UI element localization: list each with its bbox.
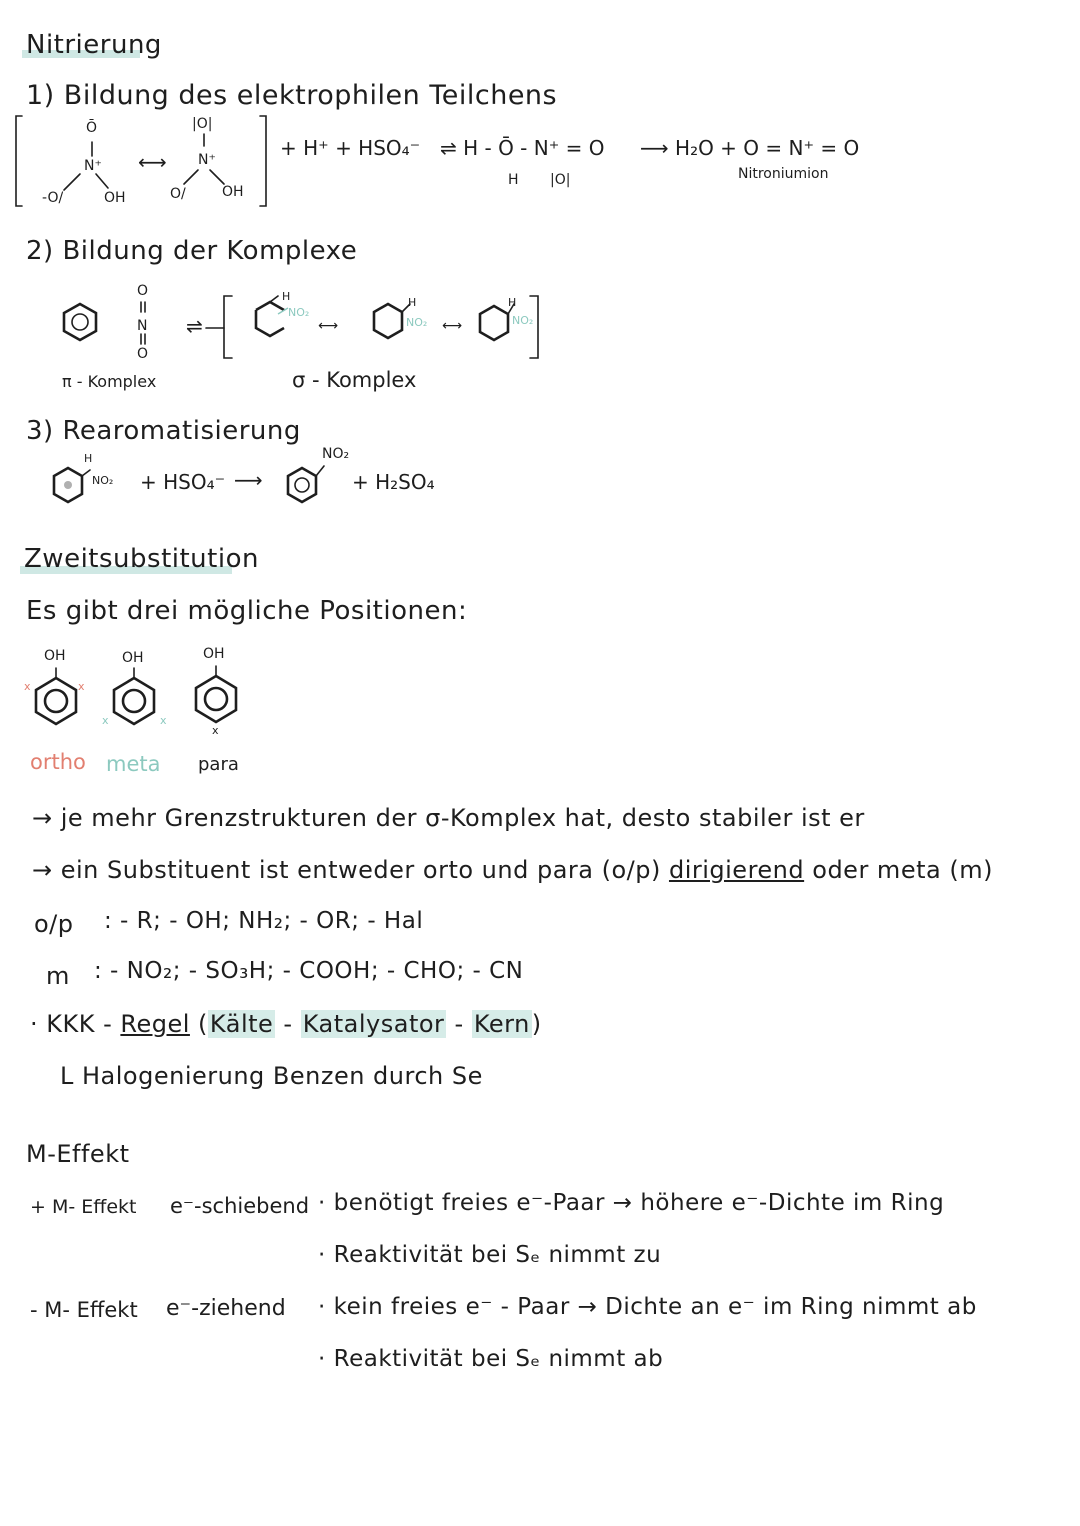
sigma2-no2: NO₂	[406, 316, 428, 329]
pi-complex-structure	[56, 290, 556, 370]
kkk-sub: L Halogenierung Benzen durch Se	[60, 1062, 483, 1090]
pi-nitro-n: N	[137, 318, 148, 334]
bullet2-mark: dirigierend	[668, 856, 805, 884]
step1-product-o: |O|	[550, 172, 571, 188]
step1-ox-top-lp: Ō	[86, 120, 98, 136]
kkk-regel: Regel	[120, 1010, 190, 1038]
step1-result: ⟶ H₂O + O = N⁺ = O	[640, 136, 860, 160]
step1-o-left: -O/	[42, 190, 64, 206]
kkk-pre: · KKK -	[30, 1010, 121, 1038]
pi-complex-label: π - Komplex	[62, 372, 157, 391]
minus-m-line2: · Reaktivität bei Sₑ nimmt ab	[318, 1346, 664, 1372]
plus-m-line1: · benötigt freies e⁻-Paar → höhere e⁻-Dichte im Ring	[318, 1190, 945, 1216]
sigma-complex-label: σ - Komplex	[292, 368, 417, 392]
step2-title: 2) Bildung der Komplexe	[26, 236, 358, 266]
kkk-dash2: -	[446, 1010, 472, 1038]
bullet-grenzstrukturen: → je mehr Grenzstrukturen der σ-Komplex hat, desto stabiler ist er	[32, 804, 865, 832]
oh-ortho: OH	[44, 648, 66, 664]
plus-m-line2: · Reaktivität bei Sₑ nimmt zu	[318, 1242, 662, 1268]
zweitsub-intro: Es gibt drei mögliche Positionen:	[26, 596, 468, 626]
step1-o-left-2: O/	[170, 186, 186, 202]
sigma1-no2: NO₂	[288, 306, 310, 319]
label-para: para	[198, 754, 239, 775]
label-meta: meta	[106, 752, 161, 776]
sigma1-h: H	[282, 290, 291, 303]
step1-reagents: + H⁺ + HSO₄⁻	[280, 136, 421, 160]
label-ortho: ortho	[30, 750, 86, 774]
step1-product-h: H	[508, 172, 519, 188]
equilibrium-arrow: ⇌	[186, 314, 203, 338]
step1-n-plus-2: N⁺	[198, 152, 216, 168]
step1-oh: OH	[104, 190, 126, 206]
meta-x-right: x	[160, 714, 167, 727]
plus-m-type: e⁻-schiebend	[170, 1194, 310, 1218]
ortho-x-right: x	[78, 680, 85, 693]
plus-m-label: + M- Effekt	[30, 1196, 137, 1218]
kkk-kern: Kern	[473, 1010, 530, 1038]
para-x: x	[212, 724, 219, 737]
kkk-open: (	[189, 1010, 208, 1038]
step3-plus-hso4: + HSO₄⁻	[140, 470, 226, 494]
step3-arrow: ⟶	[234, 468, 263, 492]
step3-no2: NO₂	[92, 474, 114, 487]
res-arrow-1: ⟷	[318, 318, 339, 334]
kkk-dash1: -	[275, 1010, 301, 1038]
step1-title: 1) Bildung des elektrophilen Teilchens	[26, 80, 558, 111]
ortho-x-left: x	[24, 680, 31, 693]
phenol-rings	[20, 660, 260, 740]
op-list: : - R; - OH; NH₂; - OR; - Hal	[104, 908, 424, 934]
sigma3-h: H	[508, 296, 517, 309]
step1-oh-2: OH	[222, 184, 244, 200]
sigma3-no2: NO₂	[512, 314, 534, 327]
res-arrow-2: ⟷	[442, 318, 463, 334]
section-title-nitrierung: Nitrierung	[26, 30, 162, 60]
nitronium-label: Nitroniumion	[738, 166, 829, 182]
bullet2-pre: → ein Substituent ist entweder orto und para (o/p)	[32, 856, 669, 884]
step3-prod-no2: NO₂	[322, 446, 350, 462]
kkk-close: )	[531, 1010, 542, 1038]
resonance-arrow: ⟷	[138, 150, 167, 174]
step3-title: 3) Rearomatisierung	[26, 416, 301, 446]
section-title-zweitsubstitution: Zweitsubstitution	[24, 544, 259, 574]
kkk-kalte: Kälte	[209, 1010, 274, 1038]
bullet-substituent	[32, 856, 993, 884]
sigma2-h: H	[408, 296, 417, 309]
section-title-m-effekt: M-Effekt	[26, 1140, 130, 1168]
step3-plus-h2so4: + H₂SO₄	[352, 470, 435, 494]
m-list: : - NO₂; - SO₃H; - COOH; - CHO; - CN	[94, 958, 524, 984]
step1-ox-top: |O|	[192, 116, 213, 132]
step1-n-plus: N⁺	[84, 158, 102, 174]
minus-m-label: - M- Effekt	[30, 1298, 138, 1322]
step1-product: ⇌ H - Ō - N⁺ = O	[440, 136, 605, 160]
m-label: m	[46, 962, 70, 990]
minus-m-line1: · kein freies e⁻ - Paar → Dichte an e⁻ im Ring nimmt ab	[318, 1294, 977, 1320]
op-label: o/p	[34, 910, 74, 938]
pi-nitro-bottom: O	[137, 346, 149, 362]
pi-nitro-top: O	[137, 283, 149, 299]
meta-x-left: x	[102, 714, 109, 727]
step3-h: H	[84, 452, 93, 465]
oh-para: OH	[203, 646, 225, 662]
minus-m-type: e⁻-ziehend	[166, 1296, 286, 1321]
kkk-katalysator: Katalysator	[302, 1010, 445, 1038]
kkk-rule	[30, 1010, 542, 1038]
oh-meta: OH	[122, 650, 144, 666]
bullet2-post: oder meta (m)	[804, 856, 993, 884]
